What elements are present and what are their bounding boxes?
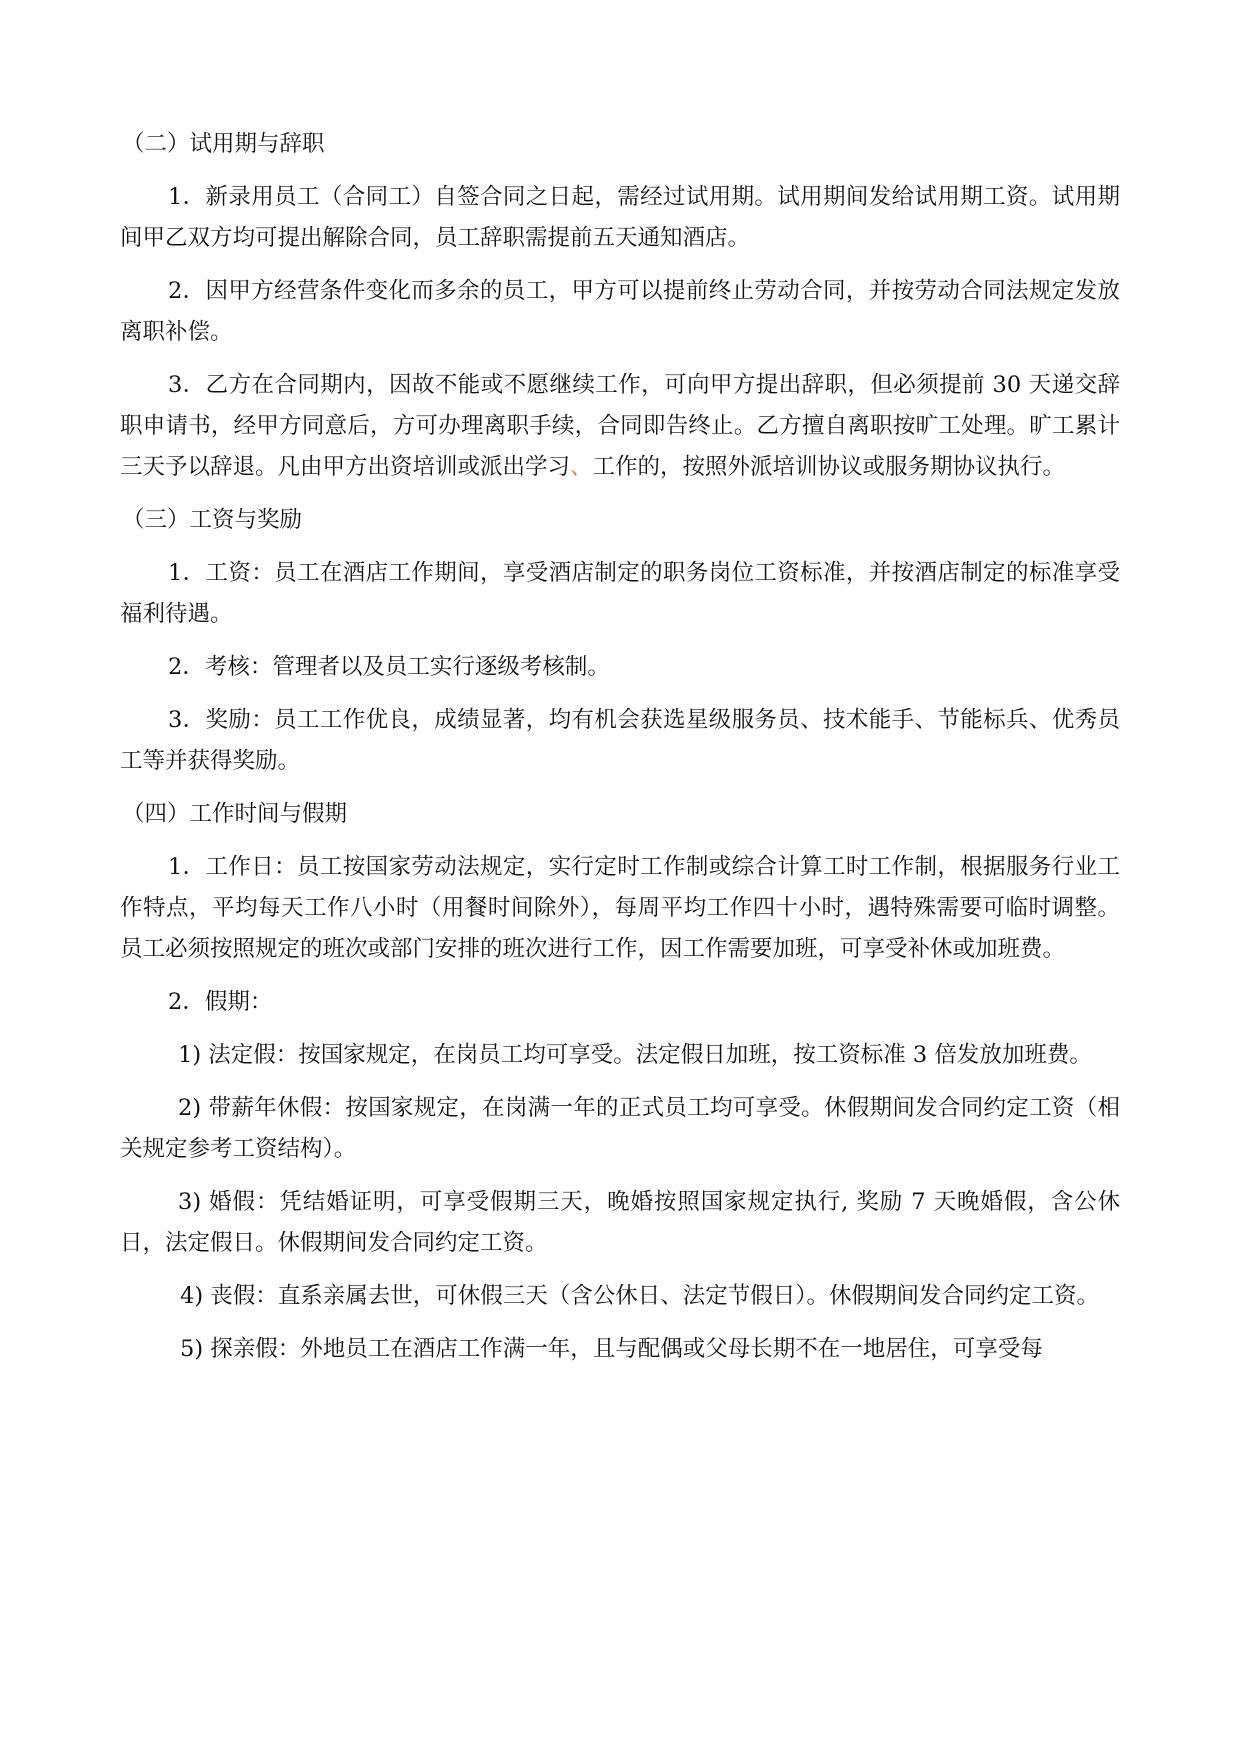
paragraph-wages-1: 1．工资：员工在酒店工作期间，享受酒店制定的职务岗位工资标准，并按酒店制定的标准享受福利待遇。: [120, 560, 1120, 627]
leave-item-marriage: 3) 婚假：凭结婚证明，可享受假期三天，晚婚按照国家规定执行, 奖励 7 天晚婚假，含公休日，法定假日。休假期间发合同约定工资。: [120, 1189, 1120, 1256]
section-heading-probation: （二）试用期与辞职: [122, 131, 325, 157]
paragraph-probation-3: [120, 365, 1120, 488]
paragraph-probation-2: 2．因甲方经营条件变化而多余的员工，甲方可以提前终止劳动合同，并按劳动合同法规定发放离职补偿。: [120, 278, 1120, 345]
document-body: [120, 124, 1120, 1382]
leave-item-annual: 2) 带薪年休假：按国家规定，在岗满一年的正式员工均可享受。休假期间发合同约定工资（相关规定参考工资结构）。: [120, 1095, 1120, 1162]
paragraph-wages-2: 2．考核：管理者以及员工实行逐级考核制。: [168, 654, 610, 680]
paragraph-worktime-2: 2．假期：: [168, 989, 273, 1015]
paragraph-worktime-1: 1．工作日：员工按国家劳动法规定，实行定时工作制或综合计算工时工作制，根据服务行业工作特点，平均每天工作八小时（用餐时间除外），每周平均工作四十小时，遇特殊需要可临时调整。员工必须按照规定的班次或部门安排的班次进行工作，因工作需要加班，可享受补休或加班费。: [120, 854, 1120, 962]
paragraph-probation-3-part1: 3．乙方在合同期内，因故不能或不愿继续工作，可向甲方提出辞职，但必须提前 30 天递交辞职申请书，经甲方同意后，方可办理离职手续，合同即告终止。乙方擅自离职按旷工处理。旷工累计三天予以辞退。凡由甲方出资培训或派出学习: [120, 372, 1120, 480]
paragraph-probation-1: 1．新录用员工（合同工）自签合同之日起，需经过试用期。试用期间发给试用期工资。试用期间甲乙双方均可提出解除合同，员工辞职需提前五天通知酒店。: [120, 184, 1120, 251]
paragraph-probation-3-mark: 、: [570, 454, 593, 480]
leave-item-bereavement: 4) 丧假：直系亲属去世，可休假三天（含公休日、法定节假日）。休假期间发合同约定工资。: [180, 1283, 1099, 1309]
section-heading-wages: （三）工资与奖励: [122, 507, 303, 533]
paragraph-wages-3: 3．奖励：员工工作优良，成绩显著，均有机会获选星级服务员、技术能手、节能标兵、优秀员工等并获得奖励。: [120, 707, 1120, 774]
leave-item-statutory: 1) 法定假：按国家规定，在岗员工均可享受。法定假日加班，按工资标准 3 倍发放加班费。: [178, 1042, 1092, 1068]
paragraph-probation-3-part2: 工作的，按照外派培训协议或服务期协议执行。: [592, 454, 1066, 480]
leave-item-family-visit: 5) 探亲假：外地员工在酒店工作满一年，且与配偶或父母长期不在一地居住，可享受每: [180, 1336, 1043, 1362]
section-heading-worktime: （四）工作时间与假期: [122, 801, 348, 827]
